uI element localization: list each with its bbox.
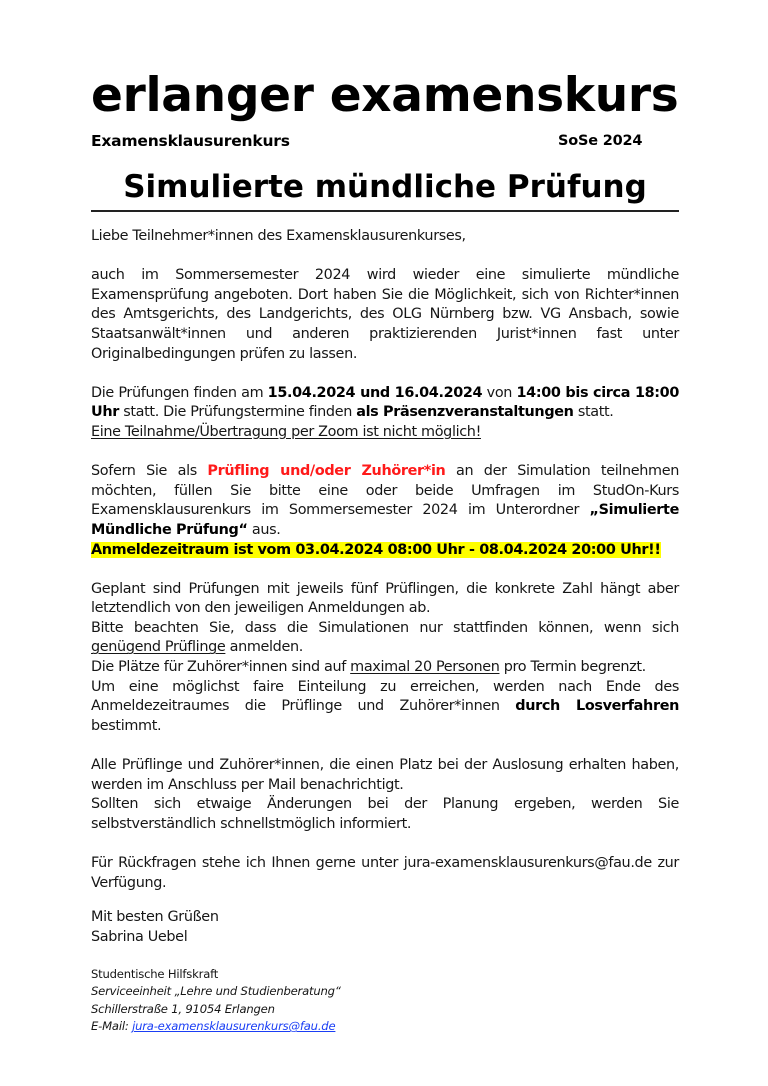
email-label: E-Mail: (91, 1019, 133, 1034)
text: statt. Die Prüfungstermine finden (118, 404, 357, 421)
email-line (91, 1018, 341, 1035)
greeting: Liebe Teilnehmer*innen des Examensklausurenkurses, (91, 228, 466, 244)
text: Um eine möglichst faire Einteilung zu erreichen, werden nach Ende des Anmeldezeitraumes die Prüflinge und Zuhörer*innen (91, 678, 679, 715)
notice-paragraph-2: Sollten sich etwaige Änderungen bei der Planung ergeben, werden Sie selbstverständlich schnellstmöglich informiert. (91, 796, 679, 832)
letter-body (91, 227, 679, 893)
text: Die Plätze für Zuhörer*innen sind auf (91, 659, 351, 676)
participant-roles: Prüfling und/oder Zuhörer*in (207, 463, 446, 480)
studon-folder: „Simulierte Mündliche Prüfung“ (91, 502, 679, 538)
text: von (482, 384, 517, 401)
footer-contact (91, 966, 341, 1036)
deadline-highlight: Anmeldezeitraum ist vom 03.04.2024 08:00 Uhr - 08.04.2024 20:00 Uhr!! (91, 541, 661, 558)
details-paragraph-1: Geplant sind Prüfungen mit jeweils fünf Prüflingen, die konkrete Zahl hängt aber letztendlich von den jeweiligen Anmeldungen ab. (91, 580, 679, 617)
schedule-paragraph (91, 384, 679, 423)
details-paragraph-3 (91, 658, 679, 678)
details-paragraph-2 (91, 619, 679, 658)
registration-paragraph (91, 462, 679, 540)
registration-deadline (91, 541, 679, 561)
signature (91, 907, 219, 947)
lottery-method: durch Losverfahren (515, 698, 679, 715)
email-link[interactable]: jura-examensklausurenkurs@fau.de (132, 1019, 336, 1034)
service-unit: Serviceeinheit „Lehre und Studienberatung“ (91, 984, 341, 999)
title-divider (91, 210, 679, 212)
text: aus. (247, 521, 281, 538)
semester-label: SoSe 2024 (558, 133, 643, 149)
closing: Mit besten Grüßen (91, 909, 219, 925)
notice-paragraph-1: Alle Prüflinge und Zuhörer*innen, die einen Platz bei der Auslosung erhalten haben, werden im Anschluss per Mail benachrichtigt. (91, 757, 679, 793)
address: Schillerstraße 1, 91054 Erlangen (91, 1001, 275, 1016)
course-name: Examensklausurenkurs (91, 132, 290, 150)
text: statt. (573, 404, 614, 421)
signer-role: Studentische Hilfskraft (91, 967, 219, 981)
text: bestimmt. (91, 717, 162, 734)
text: anmelden. (225, 639, 303, 656)
text: Bitte beachten Sie, dass die Simulationen nur stattfinden können, wenn sich (91, 619, 679, 636)
contact-paragraph: Für Rückfragen stehe ich Ihnen gerne unter jura-examensklausurenkurs@fau.de zur Verfügung. (91, 855, 679, 891)
enough-candidates: genügend Prüflinge (91, 639, 226, 656)
text: Die Prüfungen finden am (91, 384, 268, 401)
details-paragraph-4 (91, 678, 679, 737)
page-title: Simulierte mündliche Prüfung (123, 169, 647, 205)
intro-paragraph: auch im Sommersemester 2024 wird wieder eine simulierte mündliche Examensprüfung angeboten. Dort haben Sie die Möglichkeit, sich von Richter*innen des Amtsgerichts, des Landgerichts, des OLG Nürnberg bzw. VG Ansbach, sowie Staatsanwält*innen und anderen praktizierenden Jurist*innen fast unter Originalbedingungen prüfen zu lassen. (91, 267, 679, 362)
exam-time: 14:00 bis circa 18:00 Uhr (91, 384, 680, 421)
no-zoom-text: Eine Teilnahme/Übertragung per Zoom ist nicht möglich! (91, 423, 481, 440)
text: Sofern Sie als (91, 463, 208, 480)
brand-title: erlanger examenskurs (91, 68, 679, 123)
signer-name: Sabrina Uebel (91, 929, 188, 945)
max-listeners: maximal 20 Personen (350, 659, 500, 676)
text: pro Termin begrenzt. (499, 659, 646, 676)
no-zoom-note (91, 423, 679, 443)
exam-dates: 15.04.2024 und 16.04.2024 (267, 384, 483, 401)
text: an der Simulation teilnehmen möchten, füllen Sie bitte eine oder beide Umfragen im StudOn-Kurs Examensklausurenkurs im Sommersemester 2024 im Unterordner (91, 463, 679, 519)
exam-format: als Präsenzveranstaltungen (356, 404, 574, 421)
